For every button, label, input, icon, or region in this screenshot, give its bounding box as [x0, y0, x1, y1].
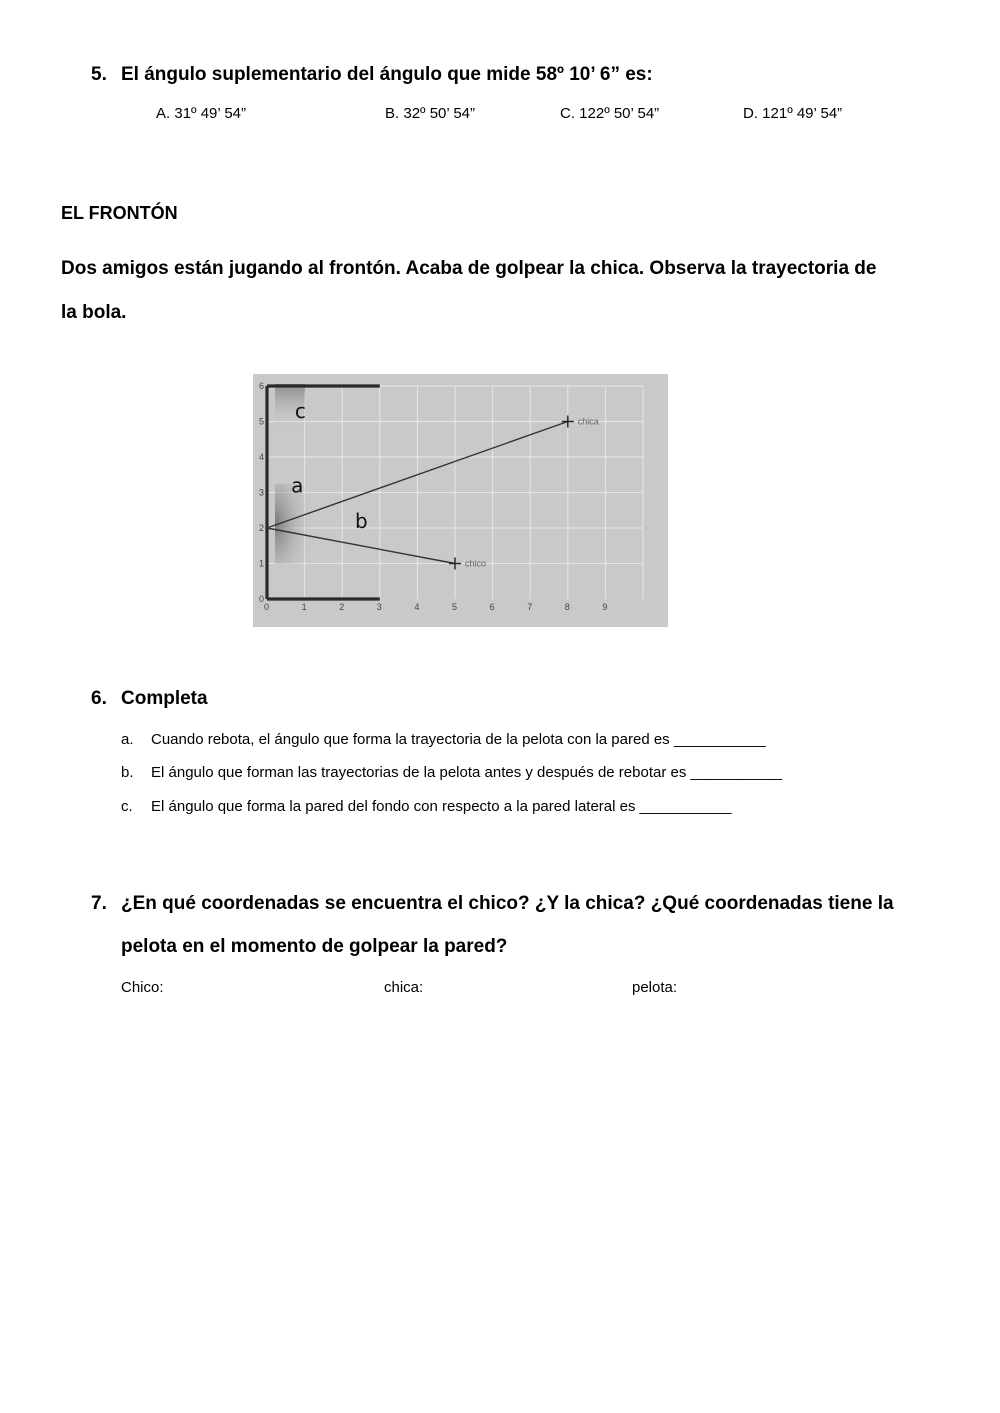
- x-tick-label: 2: [339, 602, 345, 612]
- point-label-chica: chica: [577, 416, 599, 427]
- intro-line-2: la bola.: [61, 302, 127, 323]
- item-text: Cuando rebota, el ángulo que forma la trayectoria de la pelota con la pared es ___________: [151, 731, 766, 748]
- item-text: El ángulo que forma la pared del fondo con respecto a la pared lateral es ___________: [151, 798, 732, 815]
- y-tick-label: 1: [259, 558, 265, 569]
- option-text: 121º 49’ 54”: [762, 105, 843, 122]
- answer-pelota[interactable]: pelota:: [632, 979, 678, 996]
- question-title: Completa: [121, 688, 208, 709]
- x-tick-label: 8: [564, 602, 570, 612]
- question-number: 6.: [91, 688, 107, 709]
- y-tick-label: 5: [259, 416, 265, 427]
- question-number: 5.: [91, 64, 107, 85]
- question-line-2: pelota en el momento de golpear la pared?: [121, 936, 508, 957]
- question-7: [91, 893, 894, 915]
- intro-line-1: Dos amigos están jugando al frontón. Acaba de golpear la chica. Observa la trayectoria de: [61, 258, 877, 279]
- chart-svg: [253, 374, 668, 627]
- option-letter: C.: [560, 105, 575, 122]
- x-tick-label: 9: [602, 602, 608, 612]
- option-text: 31º 49’ 54”: [174, 105, 246, 122]
- option-b[interactable]: [385, 105, 475, 122]
- item-letter: a.: [121, 731, 134, 748]
- x-tick-label: 1: [301, 602, 307, 612]
- point-label-chico: chico: [465, 558, 487, 569]
- angle-label-a: a: [291, 473, 304, 498]
- option-text: 32º 50’ 54”: [403, 105, 475, 122]
- x-tick-label: 4: [414, 602, 420, 612]
- x-tick-label: 7: [527, 602, 533, 612]
- x-tick-label: 6: [489, 602, 495, 612]
- x-tick-label: 0: [264, 602, 270, 612]
- question-line-1: ¿En qué coordenadas se encuentra el chico? ¿Y la chica? ¿Qué coordenadas tiene la: [121, 893, 894, 914]
- item-letter: b.: [121, 764, 134, 781]
- x-tick-label: 3: [376, 602, 382, 612]
- section-title: EL FRONTÓN: [61, 203, 178, 223]
- fronton-chart: [253, 374, 668, 627]
- angle-label-b: b: [355, 508, 368, 533]
- option-letter: B.: [385, 105, 400, 122]
- question-6: [91, 688, 208, 710]
- y-tick-label: 6: [259, 381, 265, 391]
- y-tick-label: 2: [259, 523, 265, 533]
- x-tick-label: 5: [452, 602, 458, 612]
- option-letter: A.: [156, 105, 171, 122]
- answer-chica[interactable]: chica:: [384, 979, 424, 996]
- option-text: 122º 50’ 54”: [579, 105, 660, 122]
- option-c[interactable]: [560, 105, 659, 122]
- option-d[interactable]: [743, 105, 842, 122]
- y-tick-label: 0: [259, 594, 265, 604]
- y-tick-label: 3: [259, 487, 265, 498]
- y-tick-label: 4: [259, 452, 265, 462]
- item-text: El ángulo que forman las trayectorias de la pelota antes y después de rebotar es ___________: [151, 764, 783, 781]
- question-number: 7.: [91, 893, 107, 914]
- item-letter: c.: [121, 798, 133, 815]
- angle-label-c: c: [294, 398, 306, 423]
- answer-chico[interactable]: Chico:: [121, 979, 164, 996]
- question-5: [91, 64, 653, 86]
- option-a[interactable]: [156, 105, 246, 122]
- question-text: El ángulo suplementario del ángulo que mide 58º 10’ 6” es:: [121, 64, 653, 85]
- option-letter: D.: [743, 105, 758, 122]
